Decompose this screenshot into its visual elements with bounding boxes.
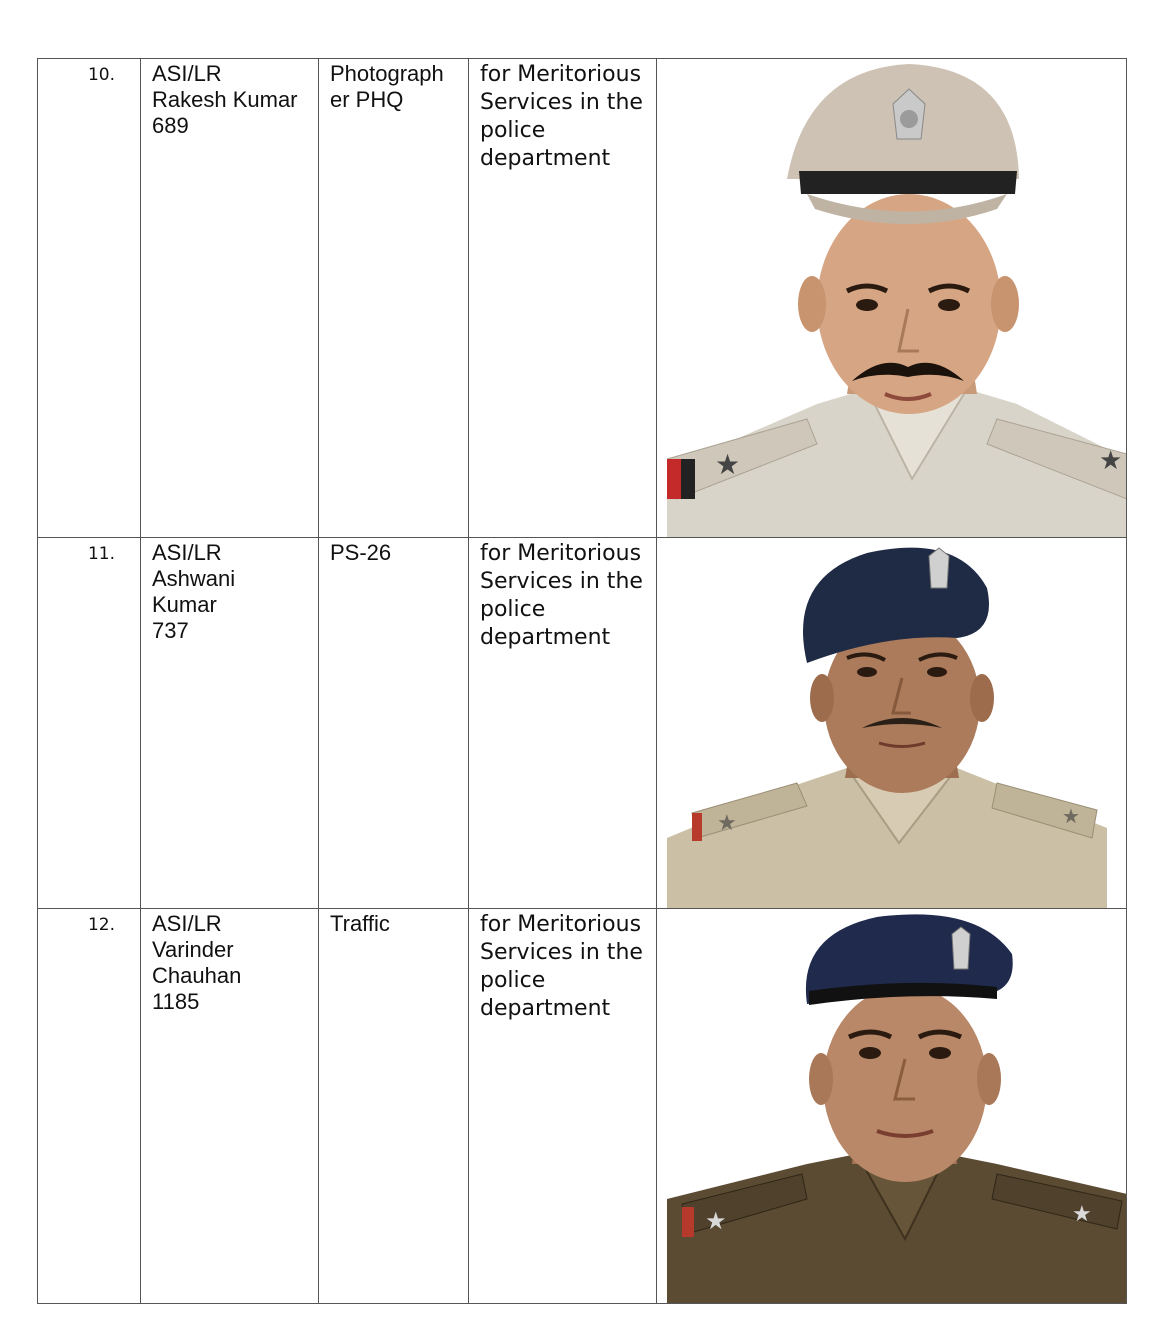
svg-text:★: ★ bbox=[1072, 1202, 1092, 1227]
posting: Traffic bbox=[330, 911, 390, 936]
table-row bbox=[38, 909, 1127, 1304]
name-cell bbox=[141, 909, 319, 1304]
officer-portrait bbox=[667, 909, 1127, 1303]
reason-cell bbox=[469, 59, 657, 538]
svg-text:★: ★ bbox=[715, 448, 741, 481]
serial-cell bbox=[38, 59, 141, 538]
table-row bbox=[38, 59, 1127, 538]
svg-text:★: ★ bbox=[705, 1207, 727, 1235]
officer-portrait bbox=[667, 59, 1127, 537]
serial-cell bbox=[38, 538, 141, 909]
posting-cell bbox=[319, 538, 469, 909]
name-cell bbox=[141, 59, 319, 538]
award-reason: for Meritorious Services in the police department bbox=[480, 62, 643, 171]
awards-table bbox=[37, 58, 1127, 1304]
serial-number: 12. bbox=[87, 915, 116, 935]
officer-name: ASI/LR Varinder Chauhan 1185 bbox=[152, 911, 242, 1014]
award-reason: for Meritorious Services in the police department bbox=[480, 912, 643, 1021]
svg-text:★: ★ bbox=[1099, 446, 1123, 476]
photo-cell bbox=[657, 909, 1127, 1304]
officer-name: ASI/LR Ashwani Kumar 737 bbox=[152, 540, 236, 643]
officer-portrait bbox=[667, 538, 1122, 908]
posting: Photograph er PHQ bbox=[330, 61, 444, 112]
posting-cell bbox=[319, 909, 469, 1304]
svg-text:★: ★ bbox=[1062, 804, 1080, 828]
serial-number: 10. bbox=[87, 65, 116, 85]
photo-cell bbox=[657, 59, 1127, 538]
table-row bbox=[38, 538, 1127, 909]
reason-cell bbox=[469, 909, 657, 1304]
photo-cell bbox=[657, 538, 1127, 909]
serial-cell bbox=[38, 909, 141, 1304]
serial-number: 11. bbox=[87, 544, 116, 564]
svg-text:★: ★ bbox=[717, 811, 737, 836]
officer-name: ASI/LR Rakesh Kumar 689 bbox=[152, 61, 298, 138]
reason-cell bbox=[469, 538, 657, 909]
award-reason: for Meritorious Services in the police department bbox=[480, 541, 643, 650]
posting-cell bbox=[319, 59, 469, 538]
name-cell bbox=[141, 538, 319, 909]
posting: PS-26 bbox=[330, 540, 392, 565]
